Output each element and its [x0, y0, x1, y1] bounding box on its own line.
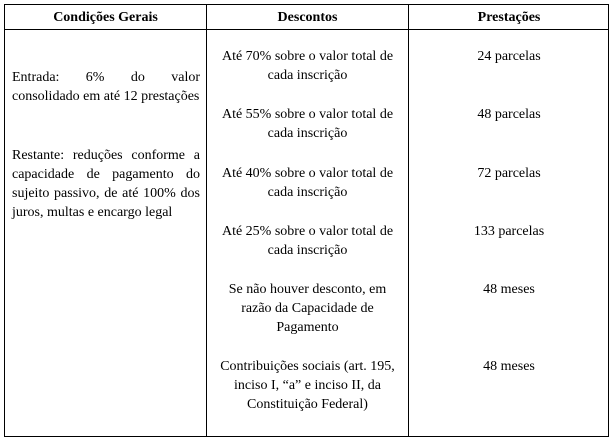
general-restante-text: Restante: reduções conforme a capacidade de pagamento do sujeito passivo, de até 100% dos juros, multas e encargo legal	[12, 148, 200, 220]
discount-row-3: Até 40% sobre o valor total de cada inscrição	[221, 166, 394, 200]
discount-row-1: Até 70% sobre o valor total de cada inscrição	[221, 49, 394, 83]
header-general-conditions: Condições Gerais	[53, 10, 158, 25]
installment-row-2: 48 parcelas	[477, 107, 541, 122]
discount-row-2: Até 55% sobre o valor total de cada inscrição	[221, 107, 394, 141]
discount-row-6: Contribuições sociais (art. 195, inciso I, “a” e inciso II, da Constituição Federal)	[220, 359, 395, 412]
installment-row-4: 133 parcelas	[473, 224, 545, 239]
column-divider	[206, 5, 207, 436]
discount-row-5: Se não houver desconto, em razão da Capacidade de Pagamento	[228, 282, 387, 335]
installment-row-6: 48 meses	[483, 359, 535, 374]
installment-row-5: 48 meses	[483, 282, 535, 297]
installment-row-3: 72 parcelas	[477, 166, 541, 181]
general-entrada-text: Entrada: 6% do valor consolidado em até 12 prestações	[12, 70, 200, 104]
table-header-row	[5, 5, 608, 30]
header-discounts: Descontos	[277, 10, 338, 25]
discount-row-4: Até 25% sobre o valor total de cada inscrição	[221, 224, 394, 258]
conditions-table	[4, 4, 609, 437]
header-installments: Prestações	[477, 10, 541, 25]
installment-row-1: 24 parcelas	[477, 49, 541, 64]
